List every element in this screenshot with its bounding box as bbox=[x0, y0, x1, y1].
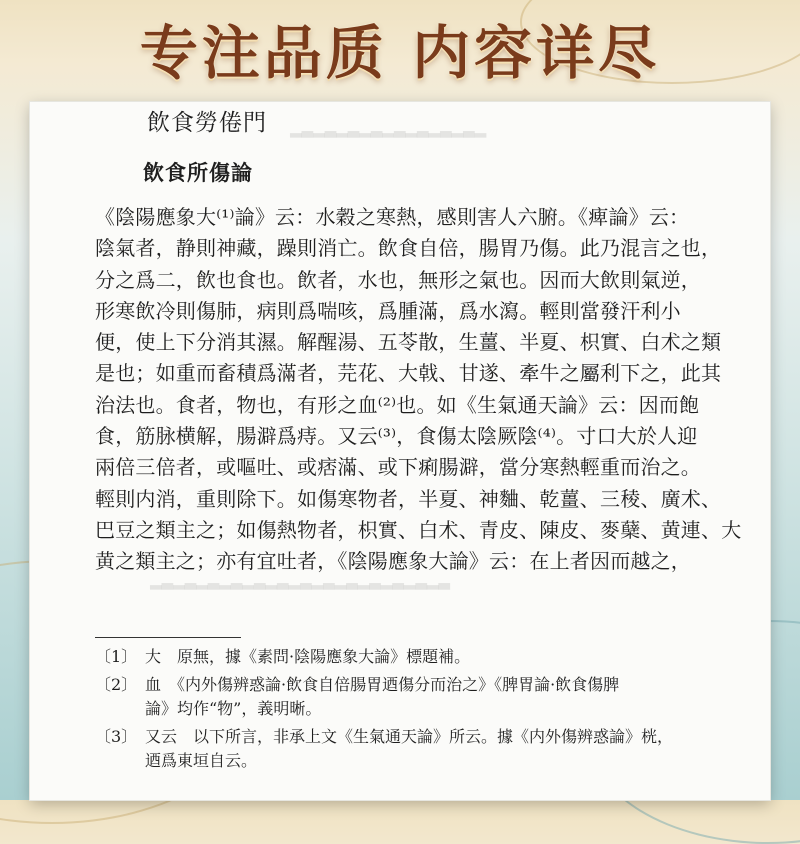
footnote-text: 血 《内外傷辨惑論·飲食自倍腸胃迺傷分而治之》《脾胃論·飲食傷脾 bbox=[145, 675, 620, 694]
footnote bbox=[95, 645, 755, 669]
text-line: 治法也。食者，物也，有形之血⁽²⁾也。如《生氣通天論》云：因而飽 bbox=[95, 392, 700, 417]
text-line: 巴豆之類主之；如傷熱物者，枳實、白术、青皮、陳皮、麥蘖、黄連、大 bbox=[95, 517, 742, 542]
text-line: 黄之類主之；亦有宜吐者，《陰陽應象大論》云：在上者因而越之， bbox=[95, 549, 691, 574]
text-line: 兩倍三倍者，或嘔吐、或痞滿、或下痢腸澼，當分寒熱輕重而治之。 bbox=[95, 455, 701, 480]
footnote-number: 〔3〕 bbox=[95, 727, 138, 746]
body-text bbox=[95, 202, 765, 578]
bleed-through-texture: ▂▃▂▃▂▃▂▃▂▃▂▃▂▃▂▃▂▃▂▃▂▃▂▃▂▃ bbox=[150, 572, 450, 590]
footnote-text-continued: 論》均作“物”，義明晰。 bbox=[145, 699, 322, 718]
footnote bbox=[95, 725, 755, 773]
text-line: 輕則内消，重則除下。如傷寒物者，半夏、神麯、乾薑、三稜、廣术、 bbox=[95, 486, 722, 511]
text-line: 便，使上下分消其濕。解醒湯、五苓散，生薑、半夏、枳實、白术之類 bbox=[95, 330, 722, 355]
footnote-divider bbox=[95, 637, 241, 638]
banner-title: 专注品质 内容详尽 bbox=[139, 19, 661, 87]
footnote-number: 〔1〕 bbox=[95, 647, 138, 666]
bleed-through-texture: ▂▃▂▃▂▃▂▃▂▃▂▃▂▃▂▃▂ bbox=[290, 120, 487, 138]
footnote bbox=[95, 673, 755, 721]
text-line: 是也；如重而畜積爲滿者，芫花、大戟、甘遂、牽牛之屬利下之，此其 bbox=[95, 361, 722, 386]
promo-banner bbox=[0, 0, 800, 96]
text-line: 分之爲二，飲也食也。飲者，水也，無形之氣也。因而大飲則氣逆， bbox=[95, 267, 701, 292]
footnote-number: 〔2〕 bbox=[95, 675, 138, 694]
chapter-heading: 飲食勞倦門 bbox=[147, 110, 267, 136]
text-line: 《陰陽應象大⁽¹⁾論》云：水穀之寒熱，感則害人六腑。《痺論》云： bbox=[95, 205, 690, 229]
book-page bbox=[30, 102, 770, 800]
text-line: 食，筋脉横解，腸澼爲痔。又云⁽³⁾，食傷太陰厥陰⁽⁴⁾。寸口大於人迎 bbox=[95, 424, 698, 449]
text-line: 形寒飲冷則傷肺，病則爲喘咳，爲腫滿，爲水瀉。輕則當發汗利小 bbox=[95, 298, 681, 323]
footnote-text-continued: 迺爲東垣自云。 bbox=[145, 751, 258, 770]
text-line: 陰氣者，静則神藏，躁則消亡。飲食自倍，腸胃乃傷。此乃混言之也， bbox=[95, 236, 722, 261]
footnote-text: 大 原無，據《素問·陰陽應象大論》標題補。 bbox=[145, 647, 471, 666]
footnote-text: 又云 以下所言，非承上文《生氣通天論》所云。據《内外傷辨惑論》桄， bbox=[145, 727, 674, 746]
section-heading: 飲食所傷論 bbox=[143, 160, 253, 185]
